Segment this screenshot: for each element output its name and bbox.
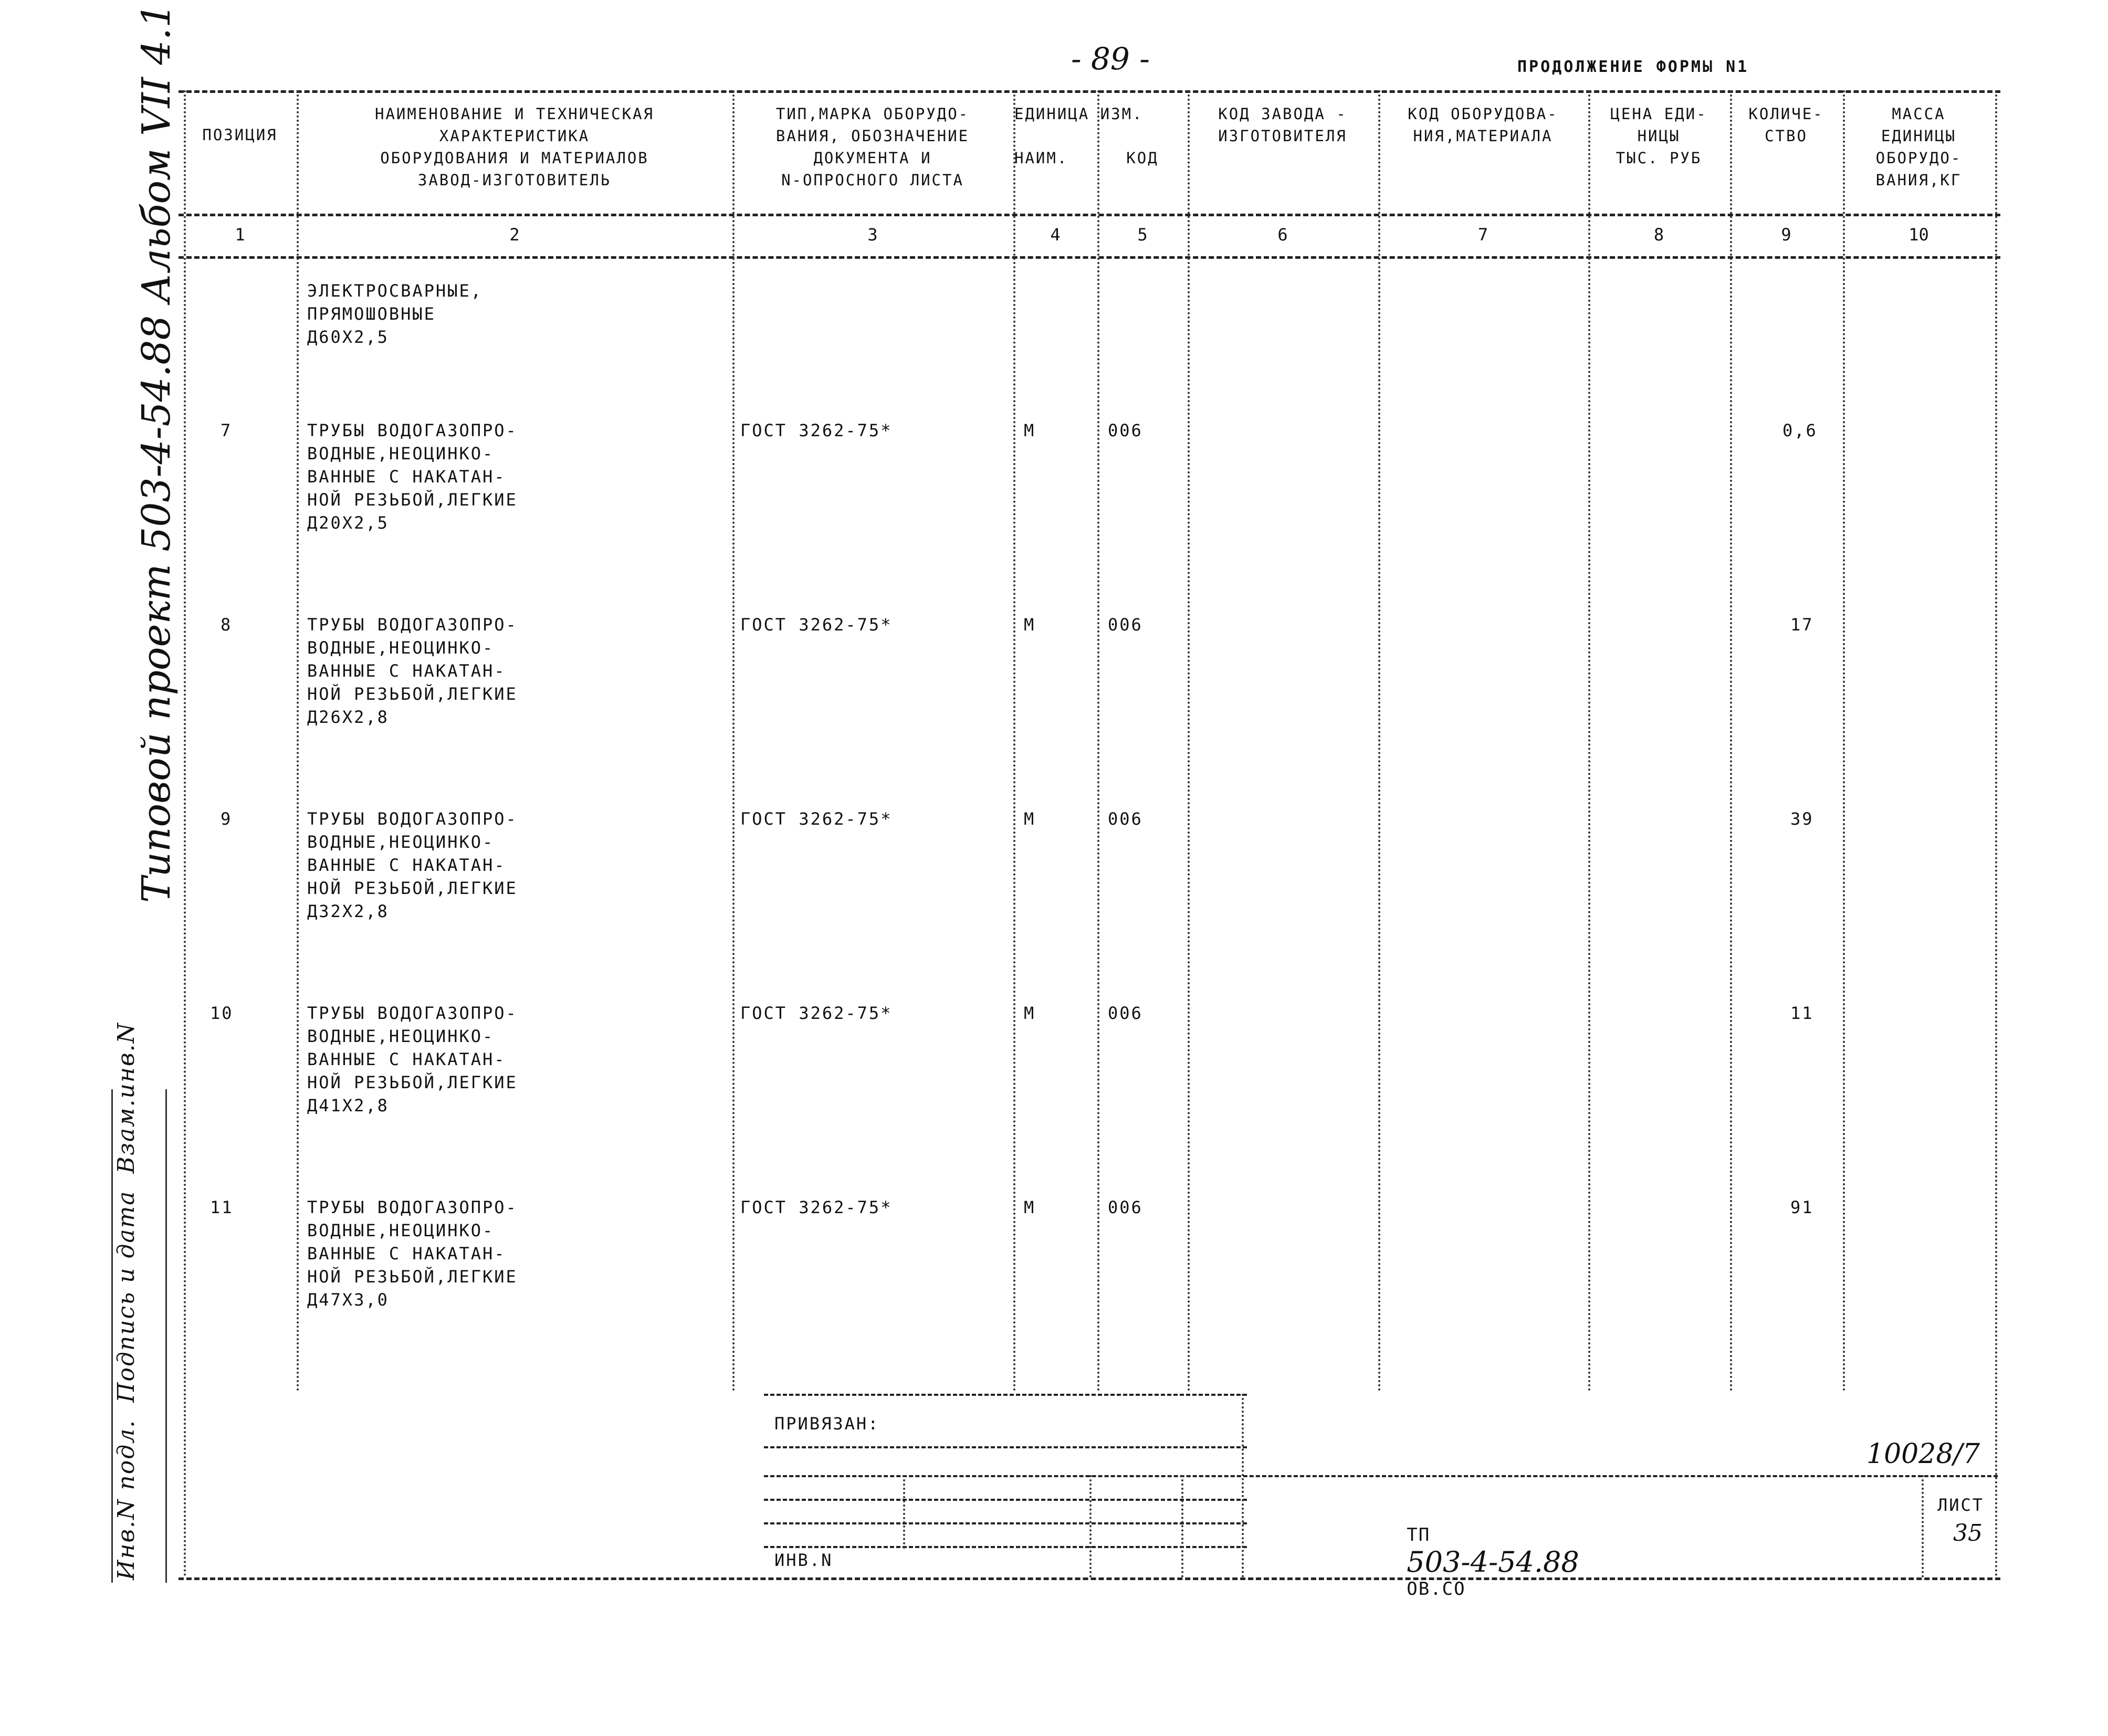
col-sep — [184, 90, 186, 1577]
numbers-bottom-rule — [179, 256, 2000, 259]
col-sep — [1995, 90, 1997, 1577]
privyazan-label: ПРИВЯЗАН: — [774, 1414, 880, 1434]
col-sep — [1013, 90, 1015, 1392]
document-code — [1397, 1514, 1579, 1600]
stamp-rule — [764, 1475, 1998, 1477]
col-number: 7 — [1477, 225, 1488, 245]
col-number: 8 — [1653, 225, 1664, 245]
row-unit: М — [1024, 420, 1036, 440]
col-number: 2 — [509, 225, 520, 245]
col-header-position: ПОЗИЦИЯ — [202, 126, 278, 144]
row-position: 9 — [221, 809, 233, 829]
row-position: 7 — [221, 420, 233, 440]
row-position: 11 — [210, 1197, 234, 1217]
col-sep — [1588, 90, 1590, 1392]
col-number: 5 — [1137, 225, 1148, 245]
carryover-text: ЭЛЕКТРОСВАРНЫЕ, ПРЯМОШОВНЫЕ Д60Х2,5 — [307, 281, 483, 347]
row-unit: М — [1024, 615, 1036, 635]
stamp-rule — [764, 1546, 1247, 1548]
row-document: ГОСТ 3262-75* — [740, 420, 893, 440]
row-unit-code: 006 — [1108, 1197, 1143, 1217]
col-sep — [1843, 90, 1845, 1392]
stamp-frame — [111, 1089, 167, 1583]
continuation-title: ПРОДОЛЖЕНИЕ ФОРМЫ N1 — [1517, 58, 1749, 76]
stamp-rule — [764, 1499, 1247, 1501]
doc-suffix: ОВ.СО — [1407, 1579, 1466, 1600]
col-sep — [1097, 90, 1099, 1392]
approval-stamp: Инв.N подл. Подпись и дата Взам.инв.N — [113, 1022, 140, 1580]
stamp-divider — [1181, 1475, 1183, 1577]
row-unit: М — [1024, 809, 1036, 829]
col-header-equipment-code: КОД ОБОРУДОВА- НИЯ,МАТЕРИАЛА — [1408, 105, 1558, 145]
row-document: ГОСТ 3262-75* — [740, 809, 893, 829]
col-sep — [1188, 90, 1190, 1392]
row-position: 10 — [210, 1003, 234, 1023]
row-unit: М — [1024, 1197, 1036, 1217]
sheet-label: ЛИСТ — [1937, 1495, 1985, 1515]
sheet-number: 35 — [1953, 1520, 1983, 1546]
inventory-label: ИНВ.N — [774, 1550, 833, 1570]
stamp-divider — [1922, 1475, 1924, 1577]
col-header-unit-code: КОД — [1126, 149, 1159, 167]
col-number: 4 — [1050, 225, 1061, 245]
row-name: ТРУБЫ ВОДОГАЗОПРО- ВОДНЫЕ,НЕОЦИНКО- ВАННЫЕ С НАКАТАН- НОЙ РЕЗЬБОЙ,ЛЕГКИЕ Д47Х3,0 — [307, 1197, 518, 1310]
row-name: ТРУБЫ ВОДОГАЗОПРО- ВОДНЫЕ,НЕОЦИНКО- ВАННЫЕ С НАКАТАН- НОЙ РЕЗЬБОЙ,ЛЕГКИЕ Д26Х2,8 — [307, 615, 518, 727]
table-top-rule — [179, 90, 2000, 93]
row-position: 8 — [221, 615, 233, 635]
table-bottom-rule — [179, 1577, 2000, 1580]
col-number: 3 — [867, 225, 878, 245]
col-header-mass: МАССА ЕДИНИЦЫ ОБОРУДО- ВАНИЯ,КГ — [1875, 105, 1962, 189]
col-sep — [297, 90, 299, 1392]
album-caption: Типовой проект 503-4-54.88 Альбом VII 4.1 — [134, 3, 179, 903]
row-document: ГОСТ 3262-75* — [740, 1197, 893, 1217]
col-number: 10 — [1908, 225, 1929, 245]
row-unit-code: 006 — [1108, 1003, 1143, 1023]
row-quantity: 17 — [1790, 615, 1814, 635]
col-sep — [1378, 90, 1380, 1392]
row-quantity: 11 — [1790, 1003, 1814, 1023]
col-number: 6 — [1277, 225, 1288, 245]
row-unit-code: 006 — [1108, 615, 1143, 635]
header-bottom-rule — [179, 214, 2000, 216]
doc-number: 503-4-54.88 — [1407, 1545, 1579, 1579]
col-header-factory-code: КОД ЗАВОДА - ИЗГОТОВИТЕЛЯ — [1218, 105, 1347, 145]
page-number: - 89 - — [1071, 41, 1150, 77]
doc-prefix: ТП — [1407, 1524, 1431, 1545]
stamp-rule — [764, 1446, 1247, 1448]
stamp-rule — [764, 1522, 1247, 1524]
stamp-rule — [764, 1394, 1247, 1396]
row-unit: М — [1024, 1003, 1036, 1023]
row-document: ГОСТ 3262-75* — [740, 615, 893, 635]
col-header-price: ЦЕНА ЕДИ- НИЦЫ ТЫС. РУБ — [1610, 105, 1707, 167]
stamp-divider — [1242, 1394, 1244, 1577]
col-number: 1 — [235, 225, 245, 245]
row-quantity: 91 — [1790, 1197, 1814, 1217]
row-unit-code: 006 — [1108, 420, 1143, 440]
row-name: ТРУБЫ ВОДОГАЗОПРО- ВОДНЫЕ,НЕОЦИНКО- ВАННЫЕ С НАКАТАН- НОЙ РЕЗЬБОЙ,ЛЕГКИЕ Д20Х2,5 — [307, 420, 518, 533]
row-name: ТРУБЫ ВОДОГАЗОПРО- ВОДНЫЕ,НЕОЦИНКО- ВАННЫЕ С НАКАТАН- НОЙ РЕЗЬБОЙ,ЛЕГКИЕ Д32Х2,8 — [307, 809, 518, 921]
stamp-divider — [1089, 1475, 1092, 1577]
col-header-name: НАИМЕНОВАНИЕ И ТЕХНИЧЕСКАЯ ХАРАКТЕРИСТИКА ОБОРУДОВАНИЯ И МАТЕРИАЛОВ ЗАВОД-ИЗГОТОВИТЕЛЬ — [375, 105, 654, 189]
col-sep — [732, 90, 735, 1392]
order-number: 10028/7 — [1866, 1438, 1980, 1470]
stamp-divider — [903, 1475, 905, 1549]
col-header-type: ТИП,МАРКА ОБОРУДО- ВАНИЯ, ОБОЗНАЧЕНИЕ ДОКУМЕНТА И N-ОПРОСНОГО ЛИСТА — [775, 105, 970, 189]
col-header-unit-name: ЕДИНИЦА ИЗМ. НАИМ. — [1014, 105, 1144, 167]
col-sep — [1730, 90, 1732, 1392]
row-quantity: 0,6 — [1782, 420, 1818, 440]
col-header-quantity: КОЛИЧЕ- СТВО — [1748, 105, 1824, 145]
row-unit-code: 006 — [1108, 809, 1143, 829]
row-name: ТРУБЫ ВОДОГАЗОПРО- ВОДНЫЕ,НЕОЦИНКО- ВАННЫЕ С НАКАТАН- НОЙ РЕЗЬБОЙ,ЛЕГКИЕ Д41Х2,8 — [307, 1003, 518, 1116]
col-number: 9 — [1781, 225, 1791, 245]
row-quantity: 39 — [1790, 809, 1814, 829]
row-document: ГОСТ 3262-75* — [740, 1003, 893, 1023]
